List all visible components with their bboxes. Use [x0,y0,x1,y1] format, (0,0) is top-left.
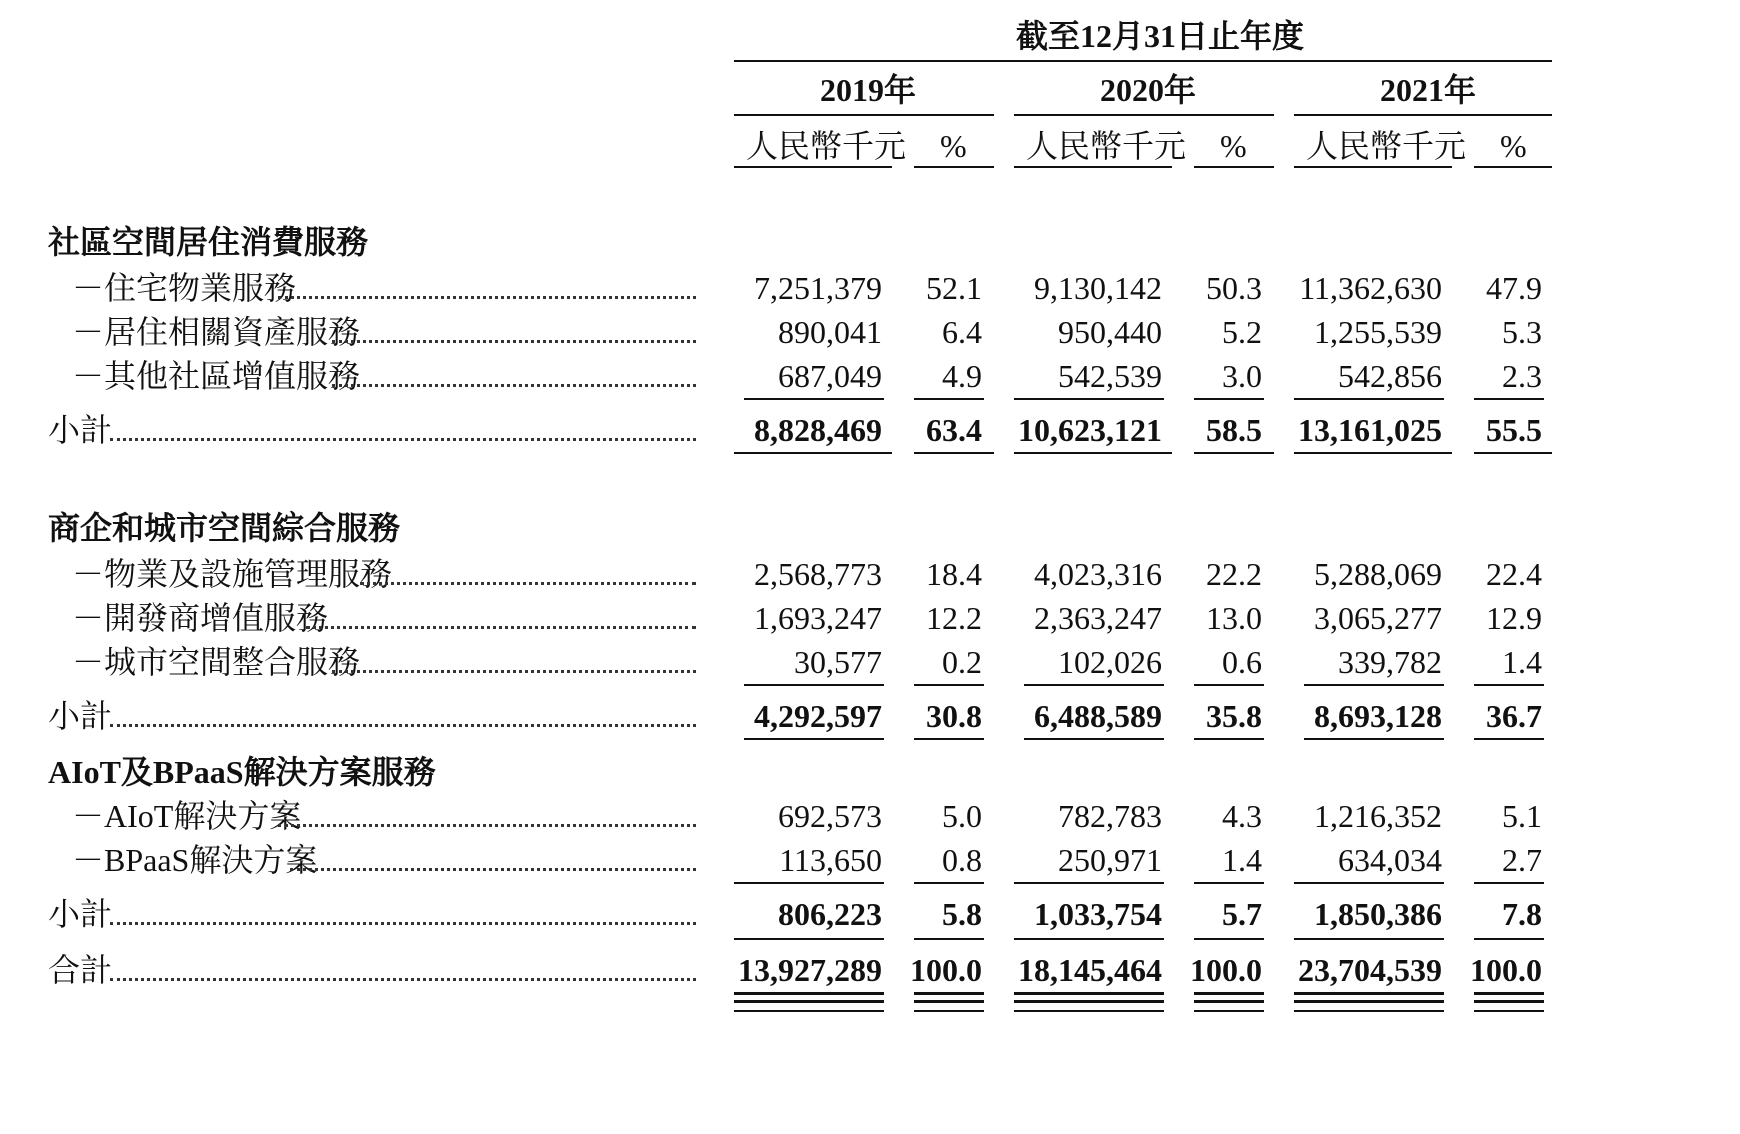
leader-dots [110,724,696,727]
year-rule [1294,114,1552,116]
double-rule [734,992,884,995]
unit-rule [914,166,994,168]
double-rule-bottom [914,1010,984,1012]
cell-value: 6.4 [942,314,982,350]
cell-value: 22.4 [1486,556,1542,592]
subtotal-rule [1024,684,1164,686]
cell-value: 113,650 [779,842,882,878]
double-rule-bottom [1194,1010,1264,1012]
unit-rule [1014,166,1172,168]
leader-dots [332,384,696,387]
subtotal-underline [1194,738,1264,740]
cell-value: 692,573 [778,798,882,834]
double-rule-bottom [1294,1010,1444,1012]
leader-dots [332,340,696,343]
cell-value: 4.9 [942,358,982,394]
leader-dots [278,296,696,299]
cell-value: 0.6 [1222,644,1262,680]
cell-value: 12.9 [1486,600,1542,636]
subtotal-value: 58.5 [1206,412,1262,448]
subtotal-value: 35.8 [1206,698,1262,734]
double-rule-bottom [1474,1010,1544,1012]
unit-pct-2019: % [940,128,967,164]
total-value: 100.0 [1470,952,1542,988]
subtotal-value: 55.5 [1486,412,1542,448]
double-rule [1294,992,1444,995]
unit-amount-2020: 人民幣千元 [1026,128,1187,164]
subtotal-rule [1194,398,1264,400]
double-rule [1194,1000,1264,1003]
cell-value: 890,041 [778,314,882,350]
subtotal-rule [1014,882,1164,884]
cell-value: 2,568,773 [754,556,882,592]
subtotal-rule [1194,882,1264,884]
year-2021-header: 2021年 [1380,72,1477,108]
unit-amount-2019: 人民幣千元 [746,128,907,164]
subtotal-rule [1194,684,1264,686]
subtotal-underline [1474,738,1544,740]
cell-value: 4,023,316 [1034,556,1162,592]
leader-dots [290,868,696,871]
cell-value: 2,363,247 [1034,600,1162,636]
subtotal-value: 5.8 [942,896,982,932]
leader-dots [278,824,696,827]
year-rule [1014,114,1274,116]
header-rule [734,60,1552,62]
double-rule-bottom [734,1010,884,1012]
row-label: －其他社區增值服務 [72,358,361,394]
cell-value: 18.4 [926,556,982,592]
cell-value: 5.0 [942,798,982,834]
subtotal-rule [1294,398,1444,400]
unit-pct-2020: % [1220,128,1247,164]
cell-value: 5.1 [1502,798,1542,834]
total-rule [1014,938,1164,940]
subtotal-underline [1304,738,1444,740]
subtotal-underline [744,738,884,740]
subtotal-value: 5.7 [1222,896,1262,932]
section-title: AIoT及BPaaS解決方案服務 [48,754,436,790]
subtotal-label: 小計 [48,412,113,448]
cell-value: 4.3 [1222,798,1262,834]
row-label: －城市空間整合服務 [72,644,361,680]
cell-value: 9,130,142 [1034,270,1162,306]
double-rule [734,1000,884,1003]
subtotal-underline [914,738,984,740]
row-label: －物業及設施管理服務 [72,556,393,592]
subtotal-underline [1474,452,1552,454]
cell-value: 2.7 [1502,842,1542,878]
cell-value: 7,251,379 [754,270,882,306]
row-label: －AIoT解決方案 [72,798,302,834]
cell-value: 542,539 [1058,358,1162,394]
cell-value: 687,049 [778,358,882,394]
subtotal-label: 小計 [48,698,113,734]
total-rule [1294,938,1444,940]
cell-value: 52.1 [926,270,982,306]
subtotal-rule [1014,398,1164,400]
cell-value: 5.3 [1502,314,1542,350]
double-rule [1474,1000,1544,1003]
cell-value: 1,255,539 [1314,314,1442,350]
total-value: 18,145,464 [1018,952,1162,988]
cell-value: 950,440 [1058,314,1162,350]
subtotal-label: 小計 [48,896,113,932]
cell-value: 3,065,277 [1314,600,1442,636]
subtotal-value: 8,693,128 [1314,698,1442,734]
subtotal-rule [1474,882,1544,884]
cell-value: 1,693,247 [754,600,882,636]
cell-value: 339,782 [1338,644,1442,680]
cell-value: 250,971 [1058,842,1162,878]
unit-amount-2021: 人民幣千元 [1306,128,1467,164]
double-rule [1294,1000,1444,1003]
subtotal-rule [914,684,984,686]
cell-value: 542,856 [1338,358,1442,394]
cell-value: 1.4 [1502,644,1542,680]
total-rule [1194,938,1264,940]
cell-value: 12.2 [926,600,982,636]
subtotal-value: 1,033,754 [1034,896,1162,932]
unit-rule [1294,166,1452,168]
subtotal-rule [1304,684,1444,686]
double-rule [914,992,984,995]
total-value: 23,704,539 [1298,952,1442,988]
cell-value: 634,034 [1338,842,1442,878]
double-rule [1474,992,1544,995]
subtotal-value: 30.8 [926,698,982,734]
subtotal-value: 63.4 [926,412,982,448]
leader-dots [360,582,696,585]
cell-value: 5,288,069 [1314,556,1442,592]
cell-value: 30,577 [794,644,882,680]
cell-value: 13.0 [1206,600,1262,636]
leader-dots [110,438,696,441]
subtotal-value: 1,850,386 [1314,896,1442,932]
cell-value: 2.3 [1502,358,1542,394]
subtotal-value: 7.8 [1502,896,1542,932]
cell-value: 5.2 [1222,314,1262,350]
leader-dots [332,670,696,673]
subtotal-value: 6,488,589 [1034,698,1162,734]
double-rule [914,1000,984,1003]
subtotal-rule [1294,882,1444,884]
subtotal-rule [744,684,884,686]
cell-value: 1,216,352 [1314,798,1442,834]
cell-value: 50.3 [1206,270,1262,306]
row-label: －居住相關資產服務 [72,314,361,350]
cell-value: 0.8 [942,842,982,878]
cell-value: 47.9 [1486,270,1542,306]
subtotal-value: 36.7 [1486,698,1542,734]
leader-dots [110,922,696,925]
subtotal-rule [1474,398,1544,400]
year-2019-header: 2019年 [820,72,917,108]
subtotal-rule [744,398,884,400]
subtotal-value: 10,623,121 [1018,412,1162,448]
subtotal-underline [914,452,994,454]
unit-rule [1474,166,1552,168]
double-rule [1014,992,1164,995]
double-rule-bottom [1014,1010,1164,1012]
row-label: －BPaaS解決方案 [72,842,318,878]
unit-rule [734,166,892,168]
total-value: 100.0 [1190,952,1262,988]
total-rule [1474,938,1544,940]
cell-value: 1.4 [1222,842,1262,878]
section-title: 商企和城市空間綜合服務 [48,510,401,546]
row-label: －開發商增值服務 [72,600,329,636]
subtotal-value: 4,292,597 [754,698,882,734]
period-header: 截至12月31日止年度 [1016,18,1305,54]
subtotal-underline [1294,452,1452,454]
subtotal-value: 806,223 [778,896,882,932]
cell-value: 22.2 [1206,556,1262,592]
unit-rule [1194,166,1274,168]
subtotal-rule [1474,684,1544,686]
cell-value: 11,362,630 [1299,270,1442,306]
double-rule [1194,992,1264,995]
total-label: 合計 [48,952,113,988]
section-title: 社區空間居住消費服務 [48,224,369,260]
total-value: 13,927,289 [738,952,882,988]
cell-value: 782,783 [1058,798,1162,834]
unit-pct-2021: % [1500,128,1527,164]
total-rule [914,938,984,940]
subtotal-rule [914,398,984,400]
leader-dots [306,626,696,629]
double-rule [1014,1000,1164,1003]
cell-value: 102,026 [1058,644,1162,680]
year-rule [734,114,994,116]
total-rule [734,938,884,940]
subtotal-value: 13,161,025 [1298,412,1442,448]
year-2020-header: 2020年 [1100,72,1197,108]
subtotal-underline [734,452,892,454]
subtotal-rule [914,882,984,884]
total-value: 100.0 [910,952,982,988]
subtotal-underline [1024,738,1164,740]
subtotal-underline [1194,452,1274,454]
subtotal-rule [734,882,884,884]
subtotal-value: 8,828,469 [754,412,882,448]
cell-value: 0.2 [942,644,982,680]
subtotal-underline [1014,452,1172,454]
leader-dots [110,978,696,981]
row-label: －住宅物業服務 [72,270,297,306]
cell-value: 3.0 [1222,358,1262,394]
